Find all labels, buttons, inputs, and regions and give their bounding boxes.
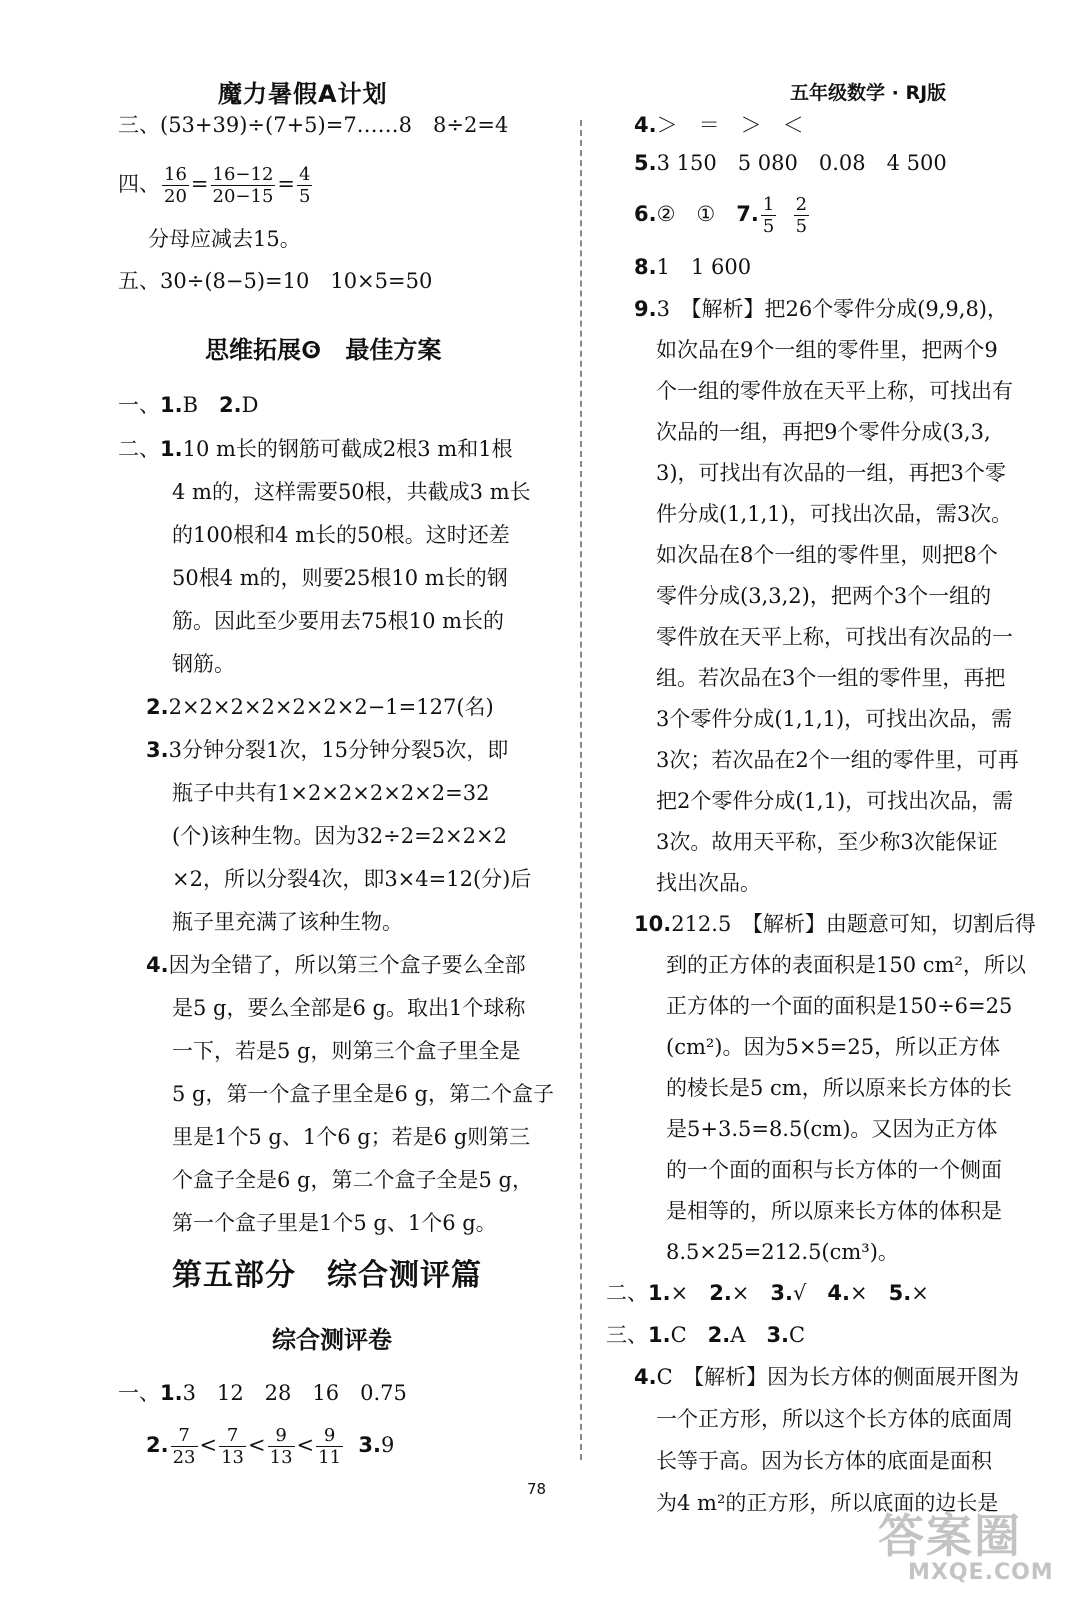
answer-text: 3次。故用天平称，至少称3次能保证 — [656, 830, 998, 854]
answer-text: 的棱长是5 cm，所以原来长方体的长 — [666, 1076, 1012, 1100]
answer-text: 8.5×25=212.5(cm³)。 — [666, 1240, 899, 1264]
numerator: 1 — [762, 194, 775, 215]
watermark-logo — [878, 1500, 1068, 1590]
answer-text: 5 g，第一个盒子里全是6 g，第二个盒子 — [172, 1082, 554, 1106]
answer-text: 的一个面的面积与长方体的一个侧面 — [666, 1158, 1002, 1182]
numerator: 7 — [171, 1425, 198, 1447]
answer-line-fractions — [634, 190, 811, 238]
fraction — [297, 164, 312, 207]
answer-line — [606, 1320, 805, 1350]
section-label: 四、 — [118, 172, 160, 196]
denominator: 13 — [221, 1447, 245, 1468]
answer-text: 是5 g，要么全部是6 g。取出1个球称 — [172, 996, 526, 1020]
item-number: 3. — [766, 1323, 790, 1347]
item-number: 2. — [707, 1323, 731, 1347]
item-number: 1. — [160, 437, 183, 461]
answer-text: 次品的一组，再把9个零件分成(3,3, — [656, 420, 991, 444]
answer-line — [634, 1362, 1019, 1392]
item-number: 3. — [358, 1433, 381, 1457]
answer-text: 里是1个5 g、1个6 g；若是6 g则第三 — [172, 1125, 531, 1149]
answer-text: × — [911, 1281, 929, 1305]
numerator: 9 — [268, 1425, 295, 1447]
denominator: 20 — [164, 186, 187, 207]
answer-text: 零件放在天平上称，可找出有次品的一 — [656, 625, 1013, 649]
answer-text: 件分成(1,1,1)，可找出次品，需3次。 — [656, 502, 1013, 526]
answer-text: 50根4 m的，则要25根10 m长的钢 — [172, 566, 508, 590]
answer-text: × — [731, 1281, 771, 1305]
answer-text: 找出次品。 — [656, 871, 761, 895]
answer-text: 长等于高。因为长方体的底面是面积 — [656, 1449, 992, 1473]
answer-section-5: 五、30÷(8−5)=10 10×5=50 — [118, 269, 433, 293]
item-number: 1. — [648, 1323, 671, 1347]
item-number: 1. — [160, 1381, 183, 1405]
answer-line — [634, 148, 947, 178]
item-number: 2. — [709, 1281, 732, 1305]
answer-text: 3 12 28 16 0.75 — [182, 1381, 407, 1405]
answer-line — [634, 252, 751, 282]
answer-line — [118, 1378, 407, 1408]
answer-text: 为4 m²的正方形，所以底面的边长是 — [656, 1491, 999, 1515]
answer-line-fractions — [146, 1420, 394, 1470]
item-number: 9. — [634, 297, 657, 321]
answer-section-4: 四、 $\frac{16}{20}$ = $\frac{16-12}{20-15}$ = $\frac{4}{5}$ — [118, 164, 311, 207]
answer-line — [118, 434, 513, 464]
fraction — [761, 194, 776, 237]
less-than-sign: < — [296, 1433, 315, 1457]
answer-text: 组。若次品在3个一组的零件里，再把 — [656, 666, 1006, 690]
answer-text: 3 【解析】把26个零件分成(9,9,8)， — [656, 297, 1008, 321]
section-label: 二、 — [606, 1281, 648, 1305]
answer-line — [606, 1278, 929, 1308]
answer-text: 瓶子里充满了该种生物。 — [172, 910, 403, 934]
answer-line — [146, 950, 526, 980]
answer-text: 筋。因此至少要用去75根10 m长的 — [172, 609, 505, 633]
answer-section-3: 三、(53+39)÷(7+5)=7……8 8÷2=4 — [118, 113, 509, 137]
answer-text: 一下，若是5 g，则第三个盒子里全是 — [172, 1039, 521, 1063]
fraction — [316, 1425, 343, 1468]
item-number: 4. — [827, 1281, 850, 1305]
item-number: 1. — [648, 1281, 671, 1305]
answer-text: 把2个零件分成(1,1)，可找出次品，需 — [656, 789, 1014, 813]
answer-text: 零件分成(3,3,2)，把两个3个一组的 — [656, 584, 992, 608]
item-number: 3. — [770, 1281, 793, 1305]
section-label: 二、 — [118, 437, 160, 461]
answer-text: 的100根和4 m长的50根。这时还差 — [172, 523, 510, 547]
denominator: 5 — [762, 216, 775, 237]
item-number: 6. — [634, 202, 657, 226]
answer-text: 3次；若次品在2个一组的零件里，可再 — [656, 748, 1019, 772]
section-heading-exam: 综合测评卷 — [272, 1326, 392, 1354]
answer-text: 3 150 5 080 0.08 4 500 — [656, 151, 947, 175]
item-number: 10. — [634, 912, 672, 936]
answer-text: 3)，可找出有次品的一组，再把3个零 — [656, 461, 1006, 485]
item-number: 4. — [634, 1365, 657, 1389]
answer-text: B — [182, 393, 220, 417]
answer-text: 是相等的，所以原来长方体的体积是 — [666, 1199, 1002, 1223]
answer-line — [634, 294, 1008, 324]
section-label: 一、 — [118, 1381, 160, 1405]
watermark-text: 答案圈 — [878, 1509, 1022, 1563]
answer-text: 到的正方体的表面积是150 cm²，所以 — [666, 953, 1026, 977]
answer-text: C — [670, 1323, 708, 1347]
fraction — [268, 1425, 295, 1468]
fraction — [171, 1425, 198, 1468]
denominator: 11 — [318, 1447, 342, 1468]
answer-line — [634, 909, 1036, 939]
answer-text: 10 m长的钢筋可截成2根3 m和1根 — [182, 437, 513, 461]
item-number: 2. — [219, 393, 242, 417]
answer-text: 3个零件分成(1,1,1)，可找出次品，需 — [656, 707, 1013, 731]
answer-text: (个)该种生物。因为32÷2=2×2×2 — [172, 824, 507, 848]
watermark-url: MXQE.COM — [908, 1560, 1054, 1585]
answer-text: 分母应减去15。 — [148, 227, 301, 251]
numerator: 16−12 — [212, 164, 274, 185]
answer-text: (cm²)。因为5×5=25，所以正方体 — [666, 1035, 1001, 1059]
fraction — [162, 164, 189, 207]
fraction — [794, 194, 809, 237]
answer-text: 个一组的零件放在天平上称，可找出有 — [656, 379, 1013, 403]
answer-text: 个盒子全是6 g，第二个盒子全是5 g， — [172, 1168, 533, 1192]
denominator: 23 — [172, 1447, 196, 1468]
item-number: 7. — [736, 202, 759, 226]
answer-line — [118, 390, 258, 420]
less-than-sign: < — [199, 1433, 218, 1457]
answer-line — [146, 692, 494, 722]
item-number: 1. — [160, 393, 183, 417]
answer-text: 212.5 【解析】由题意可知，切割后得 — [671, 912, 1036, 936]
answer-text: 一个正方形，所以这个长方体的底面周 — [656, 1407, 1013, 1431]
section-label: 一、 — [118, 393, 160, 417]
answer-text: ② ① — [656, 202, 737, 226]
item-number: 2. — [146, 1433, 169, 1457]
numerator: 16 — [164, 164, 187, 185]
answer-text: × — [849, 1281, 889, 1305]
denominator: 5 — [795, 216, 808, 237]
answer-text: C — [789, 1323, 806, 1347]
fraction — [219, 1425, 246, 1468]
answer-text: × — [670, 1281, 710, 1305]
denominator: 13 — [269, 1447, 293, 1468]
answer-line — [634, 110, 804, 140]
answer-text: 9 — [381, 1433, 395, 1457]
answer-text: 1 1 600 — [656, 255, 752, 279]
answer-text: 2×2×2×2×2×2×2−1=127(名) — [168, 695, 494, 719]
denominator: 5 — [299, 186, 311, 207]
part-heading: 第五部分 综合测评篇 — [172, 1258, 482, 1293]
denominator: 20−15 — [212, 186, 274, 207]
header-title-right: 五年级数学 · RJ版 — [790, 82, 947, 104]
answer-text: 第一个盒子里是1个5 g、1个6 g。 — [172, 1211, 497, 1235]
answer-text: 4 m的，这样需要50根，共截成3 m长 — [172, 480, 531, 504]
numerator: 9 — [316, 1425, 343, 1447]
answer-text: ×2，所以分裂4次，即3×4=12(分)后 — [172, 867, 532, 891]
answer-text: 3分钟分裂1次，15分钟分裂5次，即 — [168, 738, 509, 762]
item-number: 8. — [634, 255, 657, 279]
page-number: 78 — [527, 1480, 547, 1498]
less-than-sign: < — [248, 1433, 266, 1457]
answer-text: ＞ ＝ ＞ ＜ — [656, 113, 804, 137]
item-number: 2. — [146, 695, 169, 719]
item-number: 3. — [146, 738, 169, 762]
numerator: 4 — [299, 164, 311, 185]
column-divider — [580, 120, 582, 1460]
answer-text: 钢筋。 — [172, 652, 235, 676]
fraction — [211, 164, 276, 207]
answer-text: D — [241, 393, 259, 417]
section-label: 三、 — [606, 1323, 648, 1347]
item-number: 5. — [888, 1281, 912, 1305]
answer-text: √ — [793, 1281, 828, 1305]
answer-text: 如次品在9个一组的零件里，把两个9 — [656, 338, 998, 362]
item-number: 4. — [146, 953, 169, 977]
item-number: 5. — [634, 151, 657, 175]
answer-text: 因为全错了，所以第三个盒子要么全部 — [168, 953, 526, 977]
answer-text: C 【解析】因为长方体的侧面展开图为 — [656, 1365, 1020, 1389]
answer-line — [146, 735, 508, 765]
item-number: 4. — [634, 113, 657, 137]
answer-text: 如次品在8个一组的零件里，则把8个 — [656, 543, 998, 567]
section-heading-thinking: 思维拓展❻ 最佳方案 — [205, 336, 442, 364]
answer-text: 瓶子中共有1×2×2×2×2×2=32 — [172, 781, 490, 805]
answer-text: 是5+3.5=8.5(cm)。又因为正方体 — [666, 1117, 998, 1141]
answer-text: A — [730, 1323, 767, 1347]
header-title-left: 魔力暑假A计划 — [218, 80, 388, 108]
numerator: 7 — [219, 1425, 246, 1447]
numerator: 2 — [795, 194, 808, 215]
answer-text: 正方体的一个面的面积是150÷6=25 — [666, 994, 1013, 1018]
